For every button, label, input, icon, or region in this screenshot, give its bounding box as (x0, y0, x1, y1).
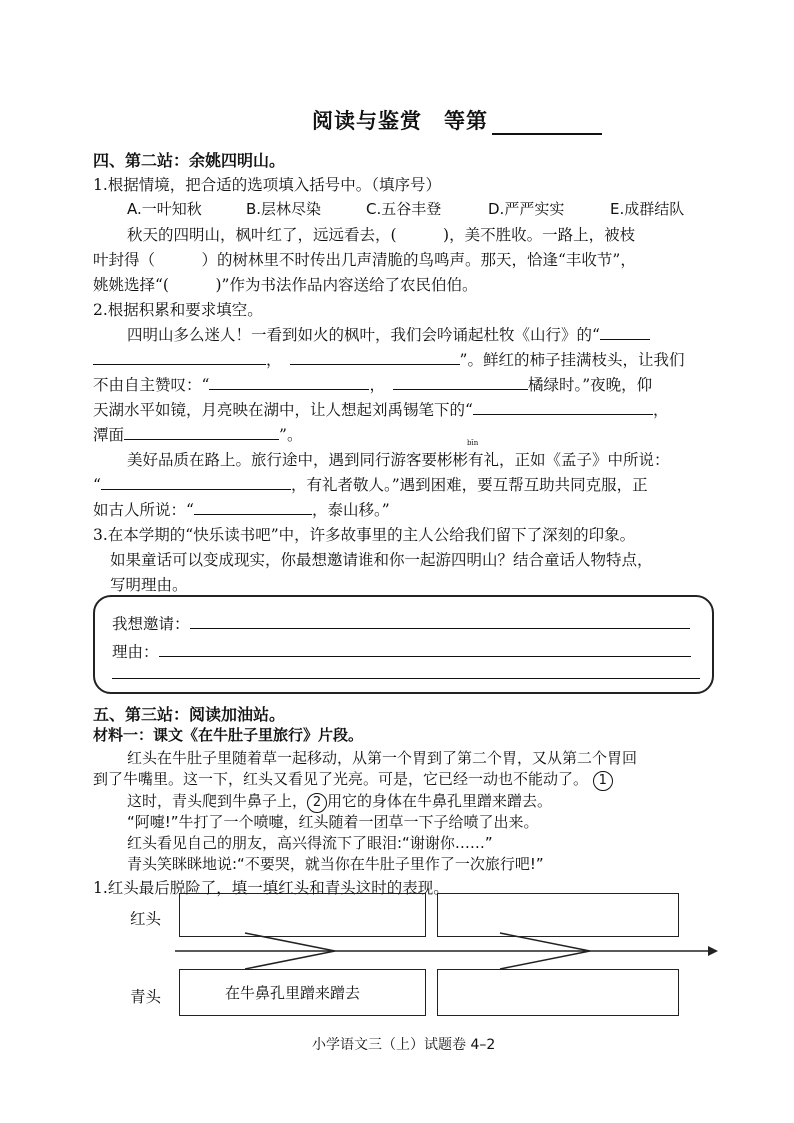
reason-label: 理由： (112, 643, 159, 661)
passage-p1b-text: 到了牛嘴里。这一下，红头又看见了光亮。可是，它已经一动也不能动了。 (93, 770, 589, 788)
shanxing-blank-2[interactable] (93, 348, 266, 365)
q2-l2-comma: ， (266, 351, 282, 369)
invite-label: 我想邀请： (112, 615, 190, 633)
invite-row (112, 612, 690, 634)
q2-l1-text: 四明山多么迷人！一看到如火的枫叶，我们会吟诵起杜牧《山行》的“ (127, 326, 600, 344)
marker-1: 1 (593, 771, 613, 791)
option-d: D.严严实实 (488, 200, 565, 218)
page-title (312, 105, 602, 135)
q1-line3: 姚姚选择“( )”作为书法作品内容送给了农民伯伯。 (93, 276, 478, 294)
passage-p2: “阿嚏!”牛打了一个喷嚏，红头随着一团草一下子给喷了出来。 (127, 813, 539, 831)
passage-p3: 红头看见自己的朋友，高兴得流下了眼泪:“谢谢你……” (127, 834, 493, 852)
passage-p4: 青头笑眯眯地说:“不要哭，就当你在牛肚子里作了一次旅行吧!” (127, 855, 544, 873)
q2-l7-open: “ (93, 476, 101, 494)
material-title: 材料一：课文《在牛肚子里旅行》片段。 (93, 726, 364, 744)
q1-line1: 秋天的四明山，枫叶红了，远远看去，( )，美不胜收。一路上，被枝 (127, 226, 636, 244)
q2-line2 (93, 348, 684, 370)
green-box-1-text: 在牛鼻孔里蹭来蹭去 (225, 984, 361, 1002)
passage-p1c-text: 这时，青头爬到牛鼻子上， (127, 792, 308, 810)
mencius-blank[interactable] (101, 473, 291, 490)
q1-line2: 叶封得（ ）的树林里不时传出几声清脆的鸟鸣声。那天，恰逢“丰收节”， (93, 251, 636, 269)
passage-p1b (93, 768, 613, 791)
option-b: B.层林尽染 (246, 200, 322, 218)
q2-line4 (93, 398, 668, 420)
q2-line5 (93, 423, 302, 445)
option-a: A.一叶知秋 (127, 200, 202, 218)
q3-line3: 写明理由。 (110, 576, 188, 594)
q2-l5-text: 潭面 (93, 426, 125, 444)
section4-heading: 四、第二站：余姚四明山。 (93, 151, 286, 170)
poem-blank-1[interactable] (209, 373, 369, 390)
shanxing-blank-1[interactable] (600, 323, 650, 340)
q2-l4-text: 天湖水平如镜，月亮映在湖中，让人想起刘禹锡笔下的“ (93, 401, 473, 419)
q2-line7 (93, 473, 648, 495)
q2-l2-text: ”。鲜红的柿子挂满枝头，让我们 (459, 351, 685, 369)
q2-l4-comma: ， (652, 401, 669, 419)
section5-heading: 五、第三站：阅读加油站。 (93, 705, 286, 724)
q2-line8 (93, 498, 390, 520)
q3-line1: 3.在本学期的“快乐读书吧”中，许多故事里的主人公给我们留下了深刻的印象。 (93, 526, 636, 544)
option-c: C.五谷丰登 (366, 200, 442, 218)
label-red-head: 红头 (130, 910, 162, 928)
q2-line1 (127, 323, 650, 345)
option-e: E.成群结队 (610, 200, 685, 218)
liu-blank-2[interactable] (124, 423, 279, 440)
reason-blank-1[interactable] (159, 640, 691, 657)
flow-arrow (170, 925, 720, 980)
liu-blank-1[interactable] (473, 398, 653, 415)
q1-stem: 1.根据情境，把合适的选项填入括号中。（填序号） (93, 176, 442, 194)
passage-p1a: 红头在牛肚子里随着草一起移动，从第一个胃到了第二个胃，又从第二个胃回 (127, 749, 638, 767)
shanxing-blank-3[interactable] (290, 348, 460, 365)
invite-blank[interactable] (190, 612, 690, 629)
q2-line6: 美好品质在路上。旅行途中，遇到同行游客要彬彬有礼，正如《孟子》中所说： (127, 451, 670, 469)
q2-l8-end: ，泰山移。” (311, 501, 390, 519)
title-text: 阅读与鉴赏 等第 (312, 108, 488, 133)
page-footer: 小学语文三（上）试题卷 4–2 (312, 1037, 496, 1053)
q2-l3-text-a: 不由自主赞叹：“ (93, 376, 210, 394)
reason-row (112, 640, 691, 662)
q2-line3 (93, 373, 652, 395)
reason-blank-2[interactable] (112, 678, 700, 679)
marker-2: 2 (307, 793, 327, 813)
label-green-head: 青头 (130, 988, 162, 1006)
q2-l8-text: 如古人所说：“ (93, 501, 194, 519)
passage-p1d-text: 用它的身体在牛鼻孔里蹭来蹭去。 (327, 792, 553, 810)
poem-blank-2[interactable] (393, 373, 528, 390)
pinyin-bin: bīn (467, 439, 479, 447)
q2-l5-close: ”。 (279, 426, 303, 444)
q2-stem: 2.根据积累和要求填空。 (93, 301, 263, 319)
q3-line2: 如果童话可以变成现实，你最想邀请谁和你一起游四明山？结合童话人物特点， (110, 551, 653, 569)
q2-l3-comma: ， (369, 376, 385, 394)
q2-l7-text: ，有礼者敬人。”遇到困难，要互帮互助共同克服，正 (290, 476, 648, 494)
proverb-blank[interactable] (194, 498, 312, 515)
grade-blank[interactable] (492, 113, 602, 135)
passage-p1c (127, 790, 552, 813)
q2-l3-text-c: 橘绿时。”夜晚，仰 (527, 376, 653, 394)
s5-q1-stem: 1.红头最后脱险了，填一填红头和青头这时的表现。 (93, 879, 449, 897)
